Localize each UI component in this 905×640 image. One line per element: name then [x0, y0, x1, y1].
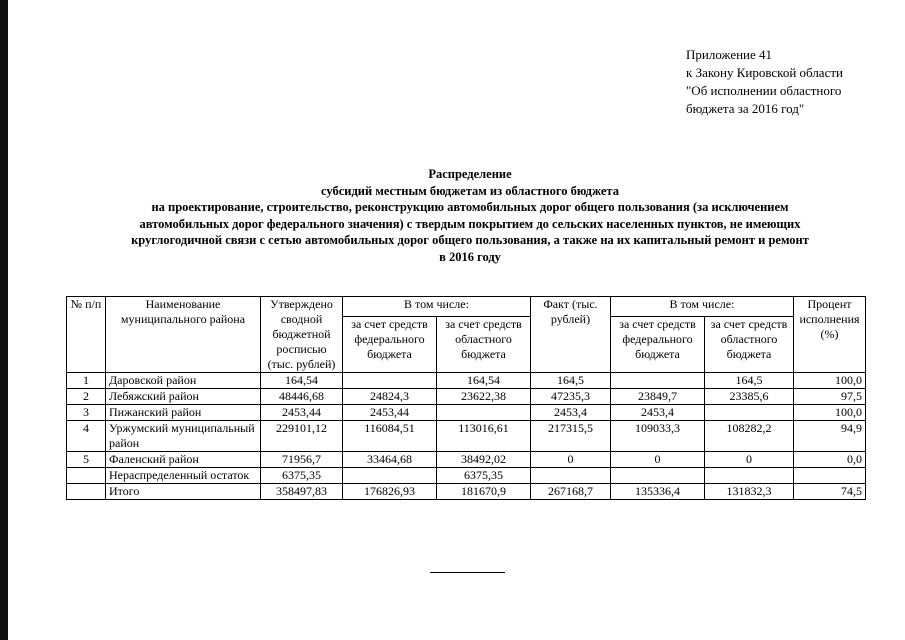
col-header-including-1: В том числе: [343, 297, 531, 317]
appendix-line: "Об исполнении областного [686, 83, 842, 98]
cell-fed2: 0 [611, 452, 705, 468]
table-row [67, 468, 866, 484]
col-header-approved: Утверждено сводной бюджетной росписью (тыс. рублей) [261, 297, 343, 373]
cell-fed1: 2453,44 [343, 405, 437, 421]
cell-reg2: 23385,6 [705, 389, 794, 405]
col-header-regional-2: за счет средств областного бюджета [705, 316, 794, 372]
cell-percent: 94,9 [794, 421, 866, 452]
col-header-fact: Факт (тыс. рублей) [531, 297, 611, 373]
cell-name: Нераспределенный остаток [106, 468, 261, 484]
appendix-note [686, 46, 843, 118]
cell-num: 5 [67, 452, 106, 468]
cell-reg2 [705, 405, 794, 421]
cell-reg2: 108282,2 [705, 421, 794, 452]
cell-fed2: 109033,3 [611, 421, 705, 452]
cell-name: Уржумский муниципальный район [106, 421, 261, 452]
appendix-line: бюджета за 2016 год" [686, 101, 805, 116]
cell-fed1: 24824,3 [343, 389, 437, 405]
cell-name: Лебяжский район [106, 389, 261, 405]
cell-reg1: 113016,61 [437, 421, 531, 452]
cell-reg1: 181670,9 [437, 484, 531, 500]
table-row [67, 373, 866, 389]
footer-rule [430, 572, 505, 573]
cell-num [67, 484, 106, 500]
cell-fact: 2453,4 [531, 405, 611, 421]
cell-fed1: 116084,51 [343, 421, 437, 452]
cell-fed1: 176826,93 [343, 484, 437, 500]
cell-fact: 267168,7 [531, 484, 611, 500]
table-row-total [67, 484, 866, 500]
table-row [67, 405, 866, 421]
cell-percent: 100,0 [794, 373, 866, 389]
cell-fed2: 23849,7 [611, 389, 705, 405]
cell-name: Фаленский район [106, 452, 261, 468]
cell-reg1 [437, 405, 531, 421]
cell-approved: 6375,35 [261, 468, 343, 484]
cell-approved: 358497,83 [261, 484, 343, 500]
cell-name: Даровской район [106, 373, 261, 389]
cell-num [67, 468, 106, 484]
cell-percent: 74,5 [794, 484, 866, 500]
cell-fed2 [611, 468, 705, 484]
table-row [67, 452, 866, 468]
cell-fact: 217315,5 [531, 421, 611, 452]
cell-reg2 [705, 468, 794, 484]
cell-num: 1 [67, 373, 106, 389]
cell-fact [531, 468, 611, 484]
cell-fed1: 33464,68 [343, 452, 437, 468]
cell-name: Пижанский район [106, 405, 261, 421]
cell-reg1: 23622,38 [437, 389, 531, 405]
cell-num: 3 [67, 405, 106, 421]
cell-fed2: 2453,4 [611, 405, 705, 421]
cell-percent [794, 468, 866, 484]
cell-reg2: 0 [705, 452, 794, 468]
cell-fed2: 135336,4 [611, 484, 705, 500]
cell-num: 2 [67, 389, 106, 405]
col-header-including-2: В том числе: [611, 297, 794, 317]
cell-fed2 [611, 373, 705, 389]
cell-reg1: 164,54 [437, 373, 531, 389]
col-header-name: Наименование муниципального района [106, 297, 261, 373]
cell-approved: 164,54 [261, 373, 343, 389]
col-header-federal-2: за счет средств федерального бюджета [611, 316, 705, 372]
document-title [60, 166, 880, 265]
cell-reg1: 38492,02 [437, 452, 531, 468]
cell-name: Итого [106, 484, 261, 500]
title-line: Распределение [428, 167, 512, 181]
title-line: автомобильных дорог федерального значения) с твердым покрытием до сельских населенных пунктов, не имеющих [139, 216, 801, 231]
cell-approved: 2453,44 [261, 405, 343, 421]
subsidy-table [66, 296, 866, 500]
cell-approved: 229101,12 [261, 421, 343, 452]
cell-fed1 [343, 373, 437, 389]
col-header-num: № п/п [67, 297, 106, 373]
appendix-line: к Закону Кировской области [686, 65, 843, 80]
title-line: на проектирование, строительство, реконструкцию автомобильных дорог общего пользования (за исключением [151, 200, 789, 214]
cell-reg2: 164,5 [705, 373, 794, 389]
cell-reg1: 6375,35 [437, 468, 531, 484]
col-header-percent: Процент исполнения (%) [794, 297, 866, 373]
title-line: в 2016 году [439, 249, 501, 264]
cell-num: 4 [67, 421, 106, 452]
cell-approved: 48446,68 [261, 389, 343, 405]
cell-approved: 71956,7 [261, 452, 343, 468]
cell-fact: 164,5 [531, 373, 611, 389]
col-header-regional-1: за счет средств областного бюджета [437, 316, 531, 372]
table-row [67, 389, 866, 405]
scan-edge [0, 0, 8, 640]
cell-percent: 0,0 [794, 452, 866, 468]
table-row [67, 421, 866, 452]
title-line: субсидий местным бюджетам из областного бюджета [321, 183, 619, 198]
cell-reg2: 131832,3 [705, 484, 794, 500]
cell-fact: 0 [531, 452, 611, 468]
cell-percent: 100,0 [794, 405, 866, 421]
cell-percent: 97,5 [794, 389, 866, 405]
col-header-federal-1: за счет средств федерального бюджета [343, 316, 437, 372]
title-line: круглогодичной связи с сетью автомобильных дорог общего пользования, а также на их капитальный ремонт и ремонт [131, 233, 809, 247]
cell-fed1 [343, 468, 437, 484]
appendix-line: Приложение 41 [686, 47, 773, 62]
cell-fact: 47235,3 [531, 389, 611, 405]
